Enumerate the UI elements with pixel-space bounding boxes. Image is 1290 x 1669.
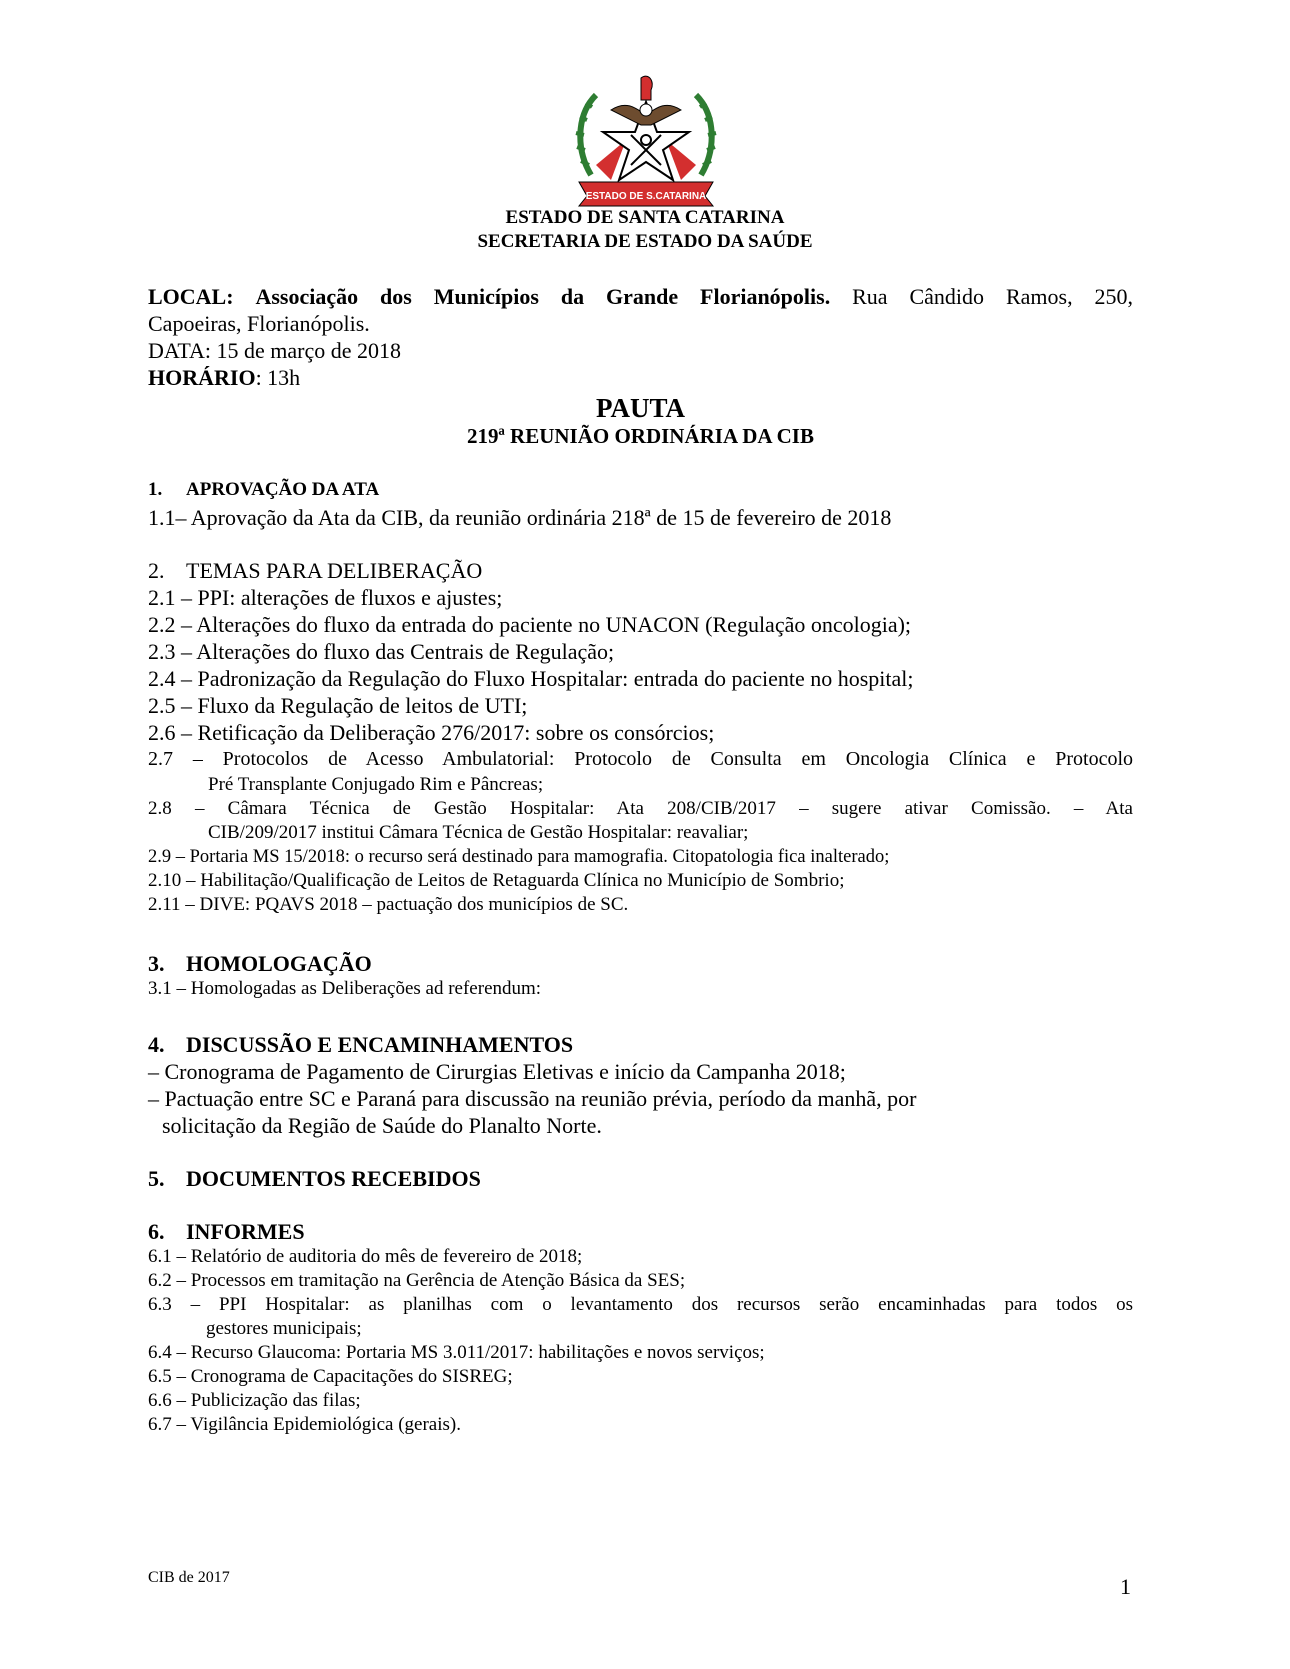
item-6-2: 6.2 – Processos em tramitação na Gerência de Atenção Básica da SES; xyxy=(148,1270,686,1291)
agenda-title: PAUTA xyxy=(596,393,685,423)
time-value: : 13h xyxy=(255,365,301,390)
item-4-2: – Pactuação entre SC e Paraná para discussão na reunião prévia, período da manhã, por xyxy=(148,1086,917,1111)
section-5-heading: 5. DOCUMENTOS RECEBIDOS xyxy=(148,1166,481,1191)
section-1 xyxy=(148,478,1133,531)
item-6-3-cont: gestores municipais; xyxy=(206,1318,362,1339)
local-label: LOCAL: xyxy=(148,284,234,309)
section-1-heading: 1. APROVAÇÃO DA ATA xyxy=(148,479,380,500)
local-address: Rua Cândido Ramos, 250, xyxy=(852,284,1133,309)
item-2-11: 2.11 – DIVE: PQAVS 2018 – pactuação dos municípios de SC. xyxy=(148,894,629,915)
item-4-1: – Cronograma de Pagamento de Cirurgias Eletivas e início da Campanha 2018; xyxy=(148,1059,846,1084)
emblem-banner-text: ESTADO DE S.CATARINA xyxy=(585,191,707,202)
item-6-1: 6.1 – Relatório de auditoria do mês de fevereiro de 2018; xyxy=(148,1246,583,1267)
section-4-heading: 4. DISCUSSÃO E ENCAMINHAMENTOS xyxy=(148,1032,574,1057)
section-3-heading: 3. HOMOLOGAÇÃO xyxy=(148,951,372,976)
item-2-8-cont: CIB/209/2017 institui Câmara Técnica de Gestão Hospitalar: reavaliar; xyxy=(208,822,749,843)
time-label: HORÁRIO xyxy=(148,365,256,390)
item-6-6: 6.6 – Publicização das filas; xyxy=(148,1390,361,1411)
item-2-4: 2.4 – Padronização da Regulação do Fluxo Hospitalar: entrada do paciente no hospital; xyxy=(148,666,914,691)
section-3 xyxy=(148,950,1133,1001)
item-2-5: 2.5 – Fluxo da Regulação de leitos de UTI; xyxy=(148,693,528,718)
section-4 xyxy=(148,1031,1133,1139)
section-6 xyxy=(148,1218,1133,1437)
local-line xyxy=(148,283,1133,310)
local-city: Capoeiras, Florianópolis. xyxy=(148,311,370,336)
item-6-4: 6.4 – Recurso Glaucoma: Portaria MS 3.011/2017: habilitações e novos serviços; xyxy=(148,1342,765,1363)
item-2-1: 2.1 – PPI: alterações de fluxos e ajustes; xyxy=(148,585,503,610)
page-number: 1 xyxy=(1120,1574,1131,1599)
item-3-1: 3.1 – Homologadas as Deliberações ad referendum: xyxy=(148,978,542,999)
section-2-heading: 2. TEMAS PARA DELIBERAÇÃO xyxy=(148,558,483,583)
item-2-7: 2.7 – Protocolos de Acesso Ambulatorial: Protocolo de Consulta em Oncologia Clínica e Protocolo xyxy=(148,748,1133,770)
header-secretariat: SECRETARIA DE ESTADO DA SAÚDE xyxy=(477,231,813,252)
item-2-2: 2.2 – Alterações do fluxo da entrada do paciente no UNACON (Regulação oncologia); xyxy=(148,612,912,637)
header-state: ESTADO DE SANTA CATARINA xyxy=(505,207,785,228)
section-5 xyxy=(148,1165,1133,1192)
item-2-6: 2.6 – Retificação da Deliberação 276/2017: sobre os consórcios; xyxy=(148,720,715,745)
item-6-3: 6.3 – PPI Hospitalar: as planilhas com o levantamento dos recursos serão encaminhadas para todos os xyxy=(148,1294,1133,1315)
item-1-1: 1.1– Aprovação da Ata da CIB, da reunião ordinária 218ª de 15 de fevereiro de 2018 xyxy=(148,505,892,530)
meeting-title: 219ª REUNIÃO ORDINÁRIA DA CIB xyxy=(466,424,814,448)
item-2-8: 2.8 – Câmara Técnica de Gestão Hospitalar: Ata 208/CIB/2017 – sugere ativar Comissão. – Ata xyxy=(148,798,1133,819)
item-6-5: 6.5 – Cronograma de Capacitações do SISREG; xyxy=(148,1366,513,1387)
item-6-7: 6.7 – Vigilância Epidemiológica (gerais). xyxy=(148,1414,461,1435)
item-2-3: 2.3 – Alterações do fluxo das Centrais de Regulação; xyxy=(148,639,615,664)
local-venue: Associação dos Municípios da Grande Florianópolis. xyxy=(255,284,831,309)
section-6-heading: 6. INFORMES xyxy=(148,1219,305,1244)
item-2-10: 2.10 – Habilitação/Qualificação de Leitos de Retaguarda Clínica no Município de Sombrio; xyxy=(148,870,845,891)
item-4-2-cont: solicitação da Região de Saúde do Planalto Norte. xyxy=(162,1113,602,1138)
state-coat-of-arms-logo xyxy=(571,70,721,210)
item-2-9: 2.9 – Portaria MS 15/2018: o recurso será destinado para mamografia. Citopatologia fica inalterado; xyxy=(148,847,890,867)
date-line: DATA: 15 de março de 2018 xyxy=(148,338,402,363)
item-2-7-cont: Pré Transplante Conjugado Rim e Pâncreas; xyxy=(208,774,544,795)
footer-label: CIB de 2017 xyxy=(148,1569,230,1586)
section-2 xyxy=(148,557,1133,917)
meeting-info xyxy=(148,283,1133,391)
time-line xyxy=(148,364,1133,391)
